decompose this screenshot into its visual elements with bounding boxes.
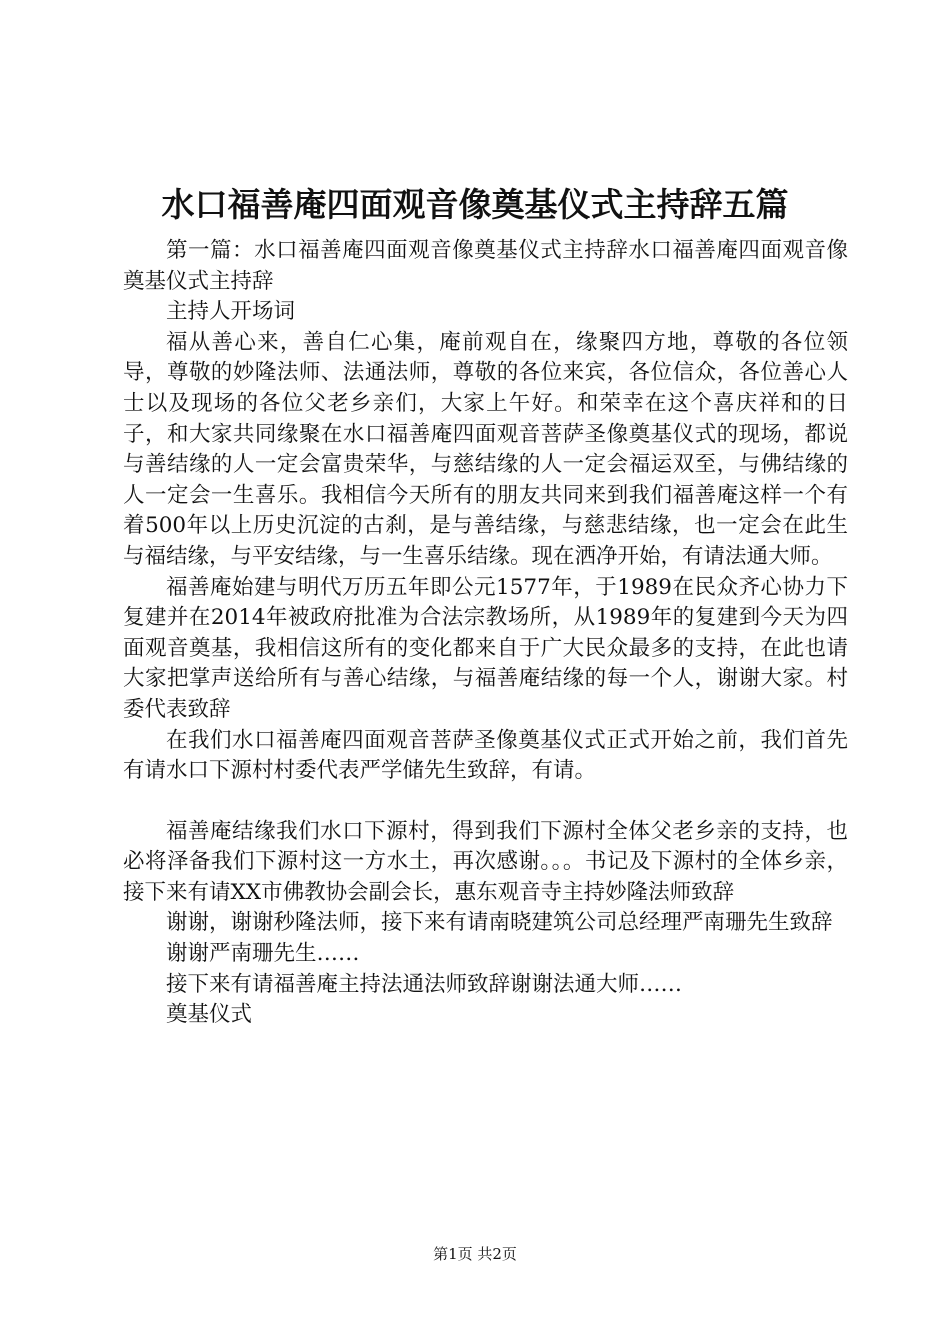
paragraph-opening-speech: 福从善心来，善自仁心集，庵前观自在，缘聚四方地，尊敬的各位领导，尊敬的妙隆法师、法通法师，尊敬的各位来宾，各位信众，各位善心人士以及现场的各位父老乡亲们，大家上午好。和荣幸在这个喜庆祥和的日子，和大家共同缘聚在水口福善庵四面观音菩萨圣像奠基仪式的现场，都说与善结缘的人一定会富贵荣华，与慈结缘的人一定会福运双至，与佛结缘的人一定会一生喜乐。我相信今天所有的朋友共同来到我们福善庵这样一个有着500年以上历史沉淀的古刹，是与善结缘，与慈悲结缘，也一定会在此生与福结缘，与平安结缘，与一生喜乐结缘。现在洒净开始，有请法通大师。 [123, 329, 848, 569]
paragraph-village-thanks: 福善庵结缘我们水口下源村，得到我们下源村全体父老乡亲的支持，也必将泽备我们下源村这一方水土，再次感谢。。。书记及下源村的全体乡亲，接下来有请XX市佛教协会副会长，惠东观音寺主持妙隆法师致辞 [123, 818, 848, 905]
paragraph-village-invite: 在我们水口福善庵四面观音菩萨圣像奠基仪式正式开始之前，我们首先有请水口下源村村委代表严学储先生致辞，有请。 [123, 727, 848, 784]
paragraph-opening-label: 主持人开场词 [166, 299, 296, 325]
paragraph-chapter-heading: 第一篇：水口福善庵四面观音像奠基仪式主持辞水口福善庵四面观音像奠基仪式主持辞 [123, 238, 848, 294]
document-body [123, 236, 848, 1031]
paragraph-thanks-yan: 谢谢严南珊先生…… [166, 941, 360, 967]
paragraph-invite-fatong: 接下来有请福善庵主持法通法师致辞谢谢法通大师…… [166, 971, 683, 997]
page-footer: 第1页 共2页 [433, 1245, 517, 1263]
document-title: 水口福善庵四面观音像奠基仪式主持辞五篇 [161, 185, 789, 224]
paragraph-history: 福善庵始建与明代万历五年即公元1577年，于1989在民众齐心协力下复建并在2014年被政府批准为合法宗教场所，从1989年的复建到今天为四面观音奠基，我相信这所有的变化都来自于广大民众最多的支持，在此也请大家把掌声送给所有与善心结缘，与福善庵结缘的每一个人，谢谢大家。村委代表致辞 [123, 574, 848, 722]
paragraph-thanks-miaolong: 谢谢，谢谢秒隆法师，接下来有请南晓建筑公司总经理严南珊先生致辞 [166, 910, 833, 936]
paragraph-ceremony: 奠基仪式 [166, 1002, 253, 1028]
